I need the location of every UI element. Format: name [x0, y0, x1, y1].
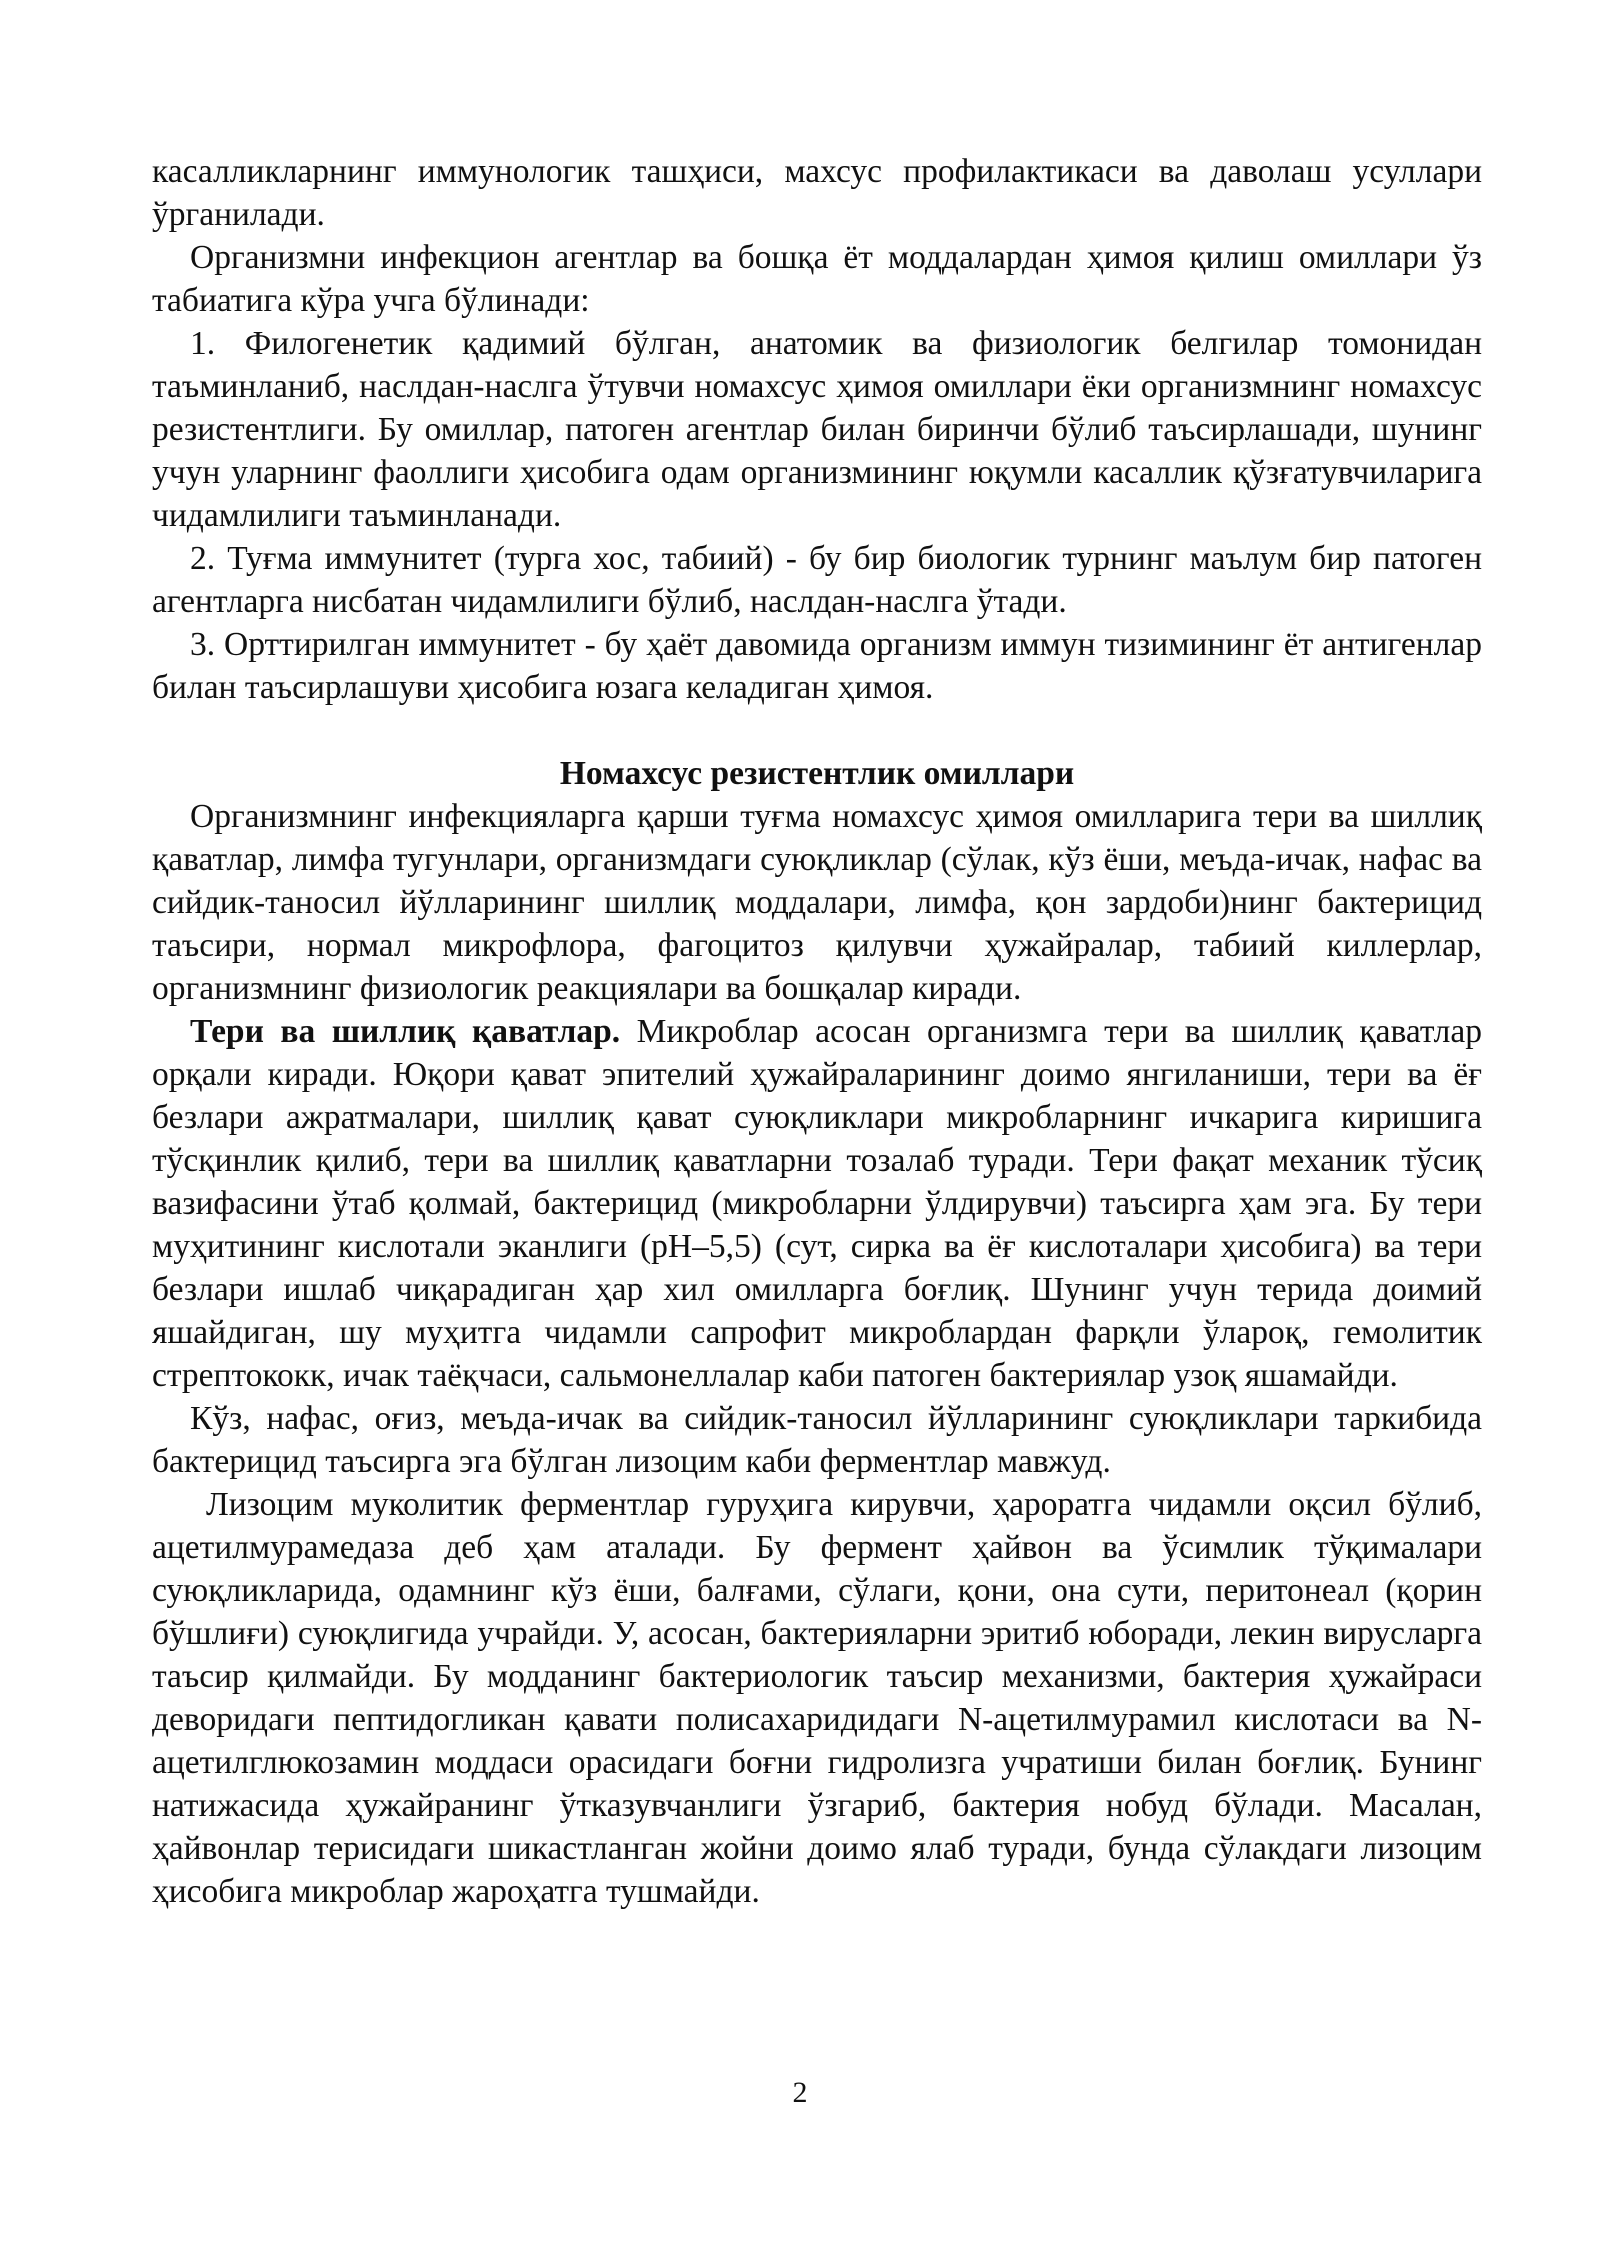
page-body: [152, 150, 1482, 1913]
paragraph-lysozyme: Лизоцим муколитик ферментлар гуруҳига кирувчи, ҳароратга чидамли оқсил бўлиб, ацетилмурамедаза деб ҳам аталади. Бу фермент ҳайвон ва ўсимлик тўқималари суюқликларида, одамнинг кўз ёши, балғами, сўлаги, қони, она сути, перитонеал (қорин бўшлиғи) суюқлигида учрайди. У, асосан, бактерияларни эритиб юборади, лекин вирусларга таъсир қилмайди. Бу модданинг бактериологик таъсир механизми, бактерия ҳужайраси деворидаги пептидогликан қавати полисахаридидаги N-ацетилмурамил кислотаси ва N-ацетилглюкозамин моддаси орасидаги боғни гидролизга учратиши билан боғлиқ. Бунинг натижасида ҳужайранинг ўтказувчанлиги ўзгариб, бактерия нобуд бўлади. Масалан, ҳайвонлар терисидаги шикастланган жойни доимо ялаб туради, бунда сўлакдаги лизоцим ҳисобига микроблар жароҳатга тушмайди.: [152, 1486, 1482, 1910]
skin-section-text: Микроблар асосан организмга тери ва шиллиқ қаватлар орқали киради. Юқори қават эпителий ҳужайраларининг доимо янгиланиши, тери ва ёғ безлари ажратмалари, шиллиқ қават суюқликлари микробларнинг ичкарига киришига тўсқинлик қилиб, тери ва шиллиқ қаватларни тозалаб туради. Тери фақат механик тўсиқ вазифасини ўтаб қолмай, бактерицид (микробларни ўлдирувчи) таъсирга ҳам эга. Бу тери муҳитининг кислотали эканлиги (рН–5,5) (сут, сирка ва ёғ кислоталари ҳисобига) ва тери безлари ишлаб чиқарадиган ҳар хил омилларга боғлиқ. Шунинг учун терида доимий яшайдиган, шу муҳитга чидамли сапрофит микроблардан фарқли ўлароқ, гемолитик стрептококк, ичак таёқчаси, сальмонеллалар каби патоген бактериялар узоқ яшамайди.: [152, 1013, 1483, 1394]
paragraph-intro: Организмнинг инфекцияларга қарши туғма номахсус ҳимоя омилларига тери ва шиллиқ қаватлар, лимфа тугунлари, организмдаги суюқликлар (сўлак, кўз ёши, меъда-ичак, нафас ва сийдик-таносил йўлларининг шиллиқ моддалари, лимфа, қон зардоби)нинг бактерицид таъсири, нормал микрофлора, фагоцитоз қилувчи ҳужайралар, табиий киллерлар, организмнинг физиологик реакциялари ва бошқалар киради.: [152, 798, 1482, 1007]
page-number: 2: [792, 2076, 808, 2109]
paragraph-eyes: Кўз, нафас, оғиз, меъда-ичак ва сийдик-таносил йўлларининг суюқликлари таркибида бактерицид таъсирга эга бўлган лизоцим каби ферментлар мавжуд.: [152, 1400, 1482, 1480]
paragraph-skin: [152, 1010, 1482, 1397]
skin-section-lead: Тери ва шиллиқ қаватлар.: [190, 1013, 621, 1050]
list-item-1: 1. Филогенетик қадимий бўлган, анатомик ва физиологик белгилар томонидан таъминланиб, наслдан-наслга ўтувчи номахсус ҳимоя омиллари ёки организмнинг номахсус резистентлиги. Бу омиллар, патоген агентлар билан биринчи бўлиб таъсирлашади, шунинг учун уларнинг фаоллиги ҳисобига одам организмининг юқумли касаллик қўзғатувчиларига чидамлилиги таъминланади.: [152, 325, 1482, 534]
list-item-2: 2. Туғма иммунитет (турга хос, табиий) - бу бир биологик турнинг маълум бир патоген агентларга нисбатан чидамлилиги бўлиб, наслдан-наслга ўтади.: [152, 540, 1482, 620]
paragraph-defense-factors: Организмни инфекцион агентлар ва бошқа ёт моддалардан ҳимоя қилиш омиллари ўз табиатига кўра учга бўлинади:: [152, 239, 1482, 319]
list-item-3: 3. Орттирилган иммунитет - бу ҳаёт давомида организм иммун тизимининг ёт антигенлар билан таъсирлашуви ҳисобига юзага келадиган ҳимоя.: [152, 626, 1482, 706]
section-heading: Номахсус резистентлик омиллари: [559, 755, 1075, 792]
paragraph-continuation: касалликларнинг иммунологик ташҳиси, махсус профилактикаси ва даволаш усуллари ўрганилади.: [152, 153, 1482, 233]
